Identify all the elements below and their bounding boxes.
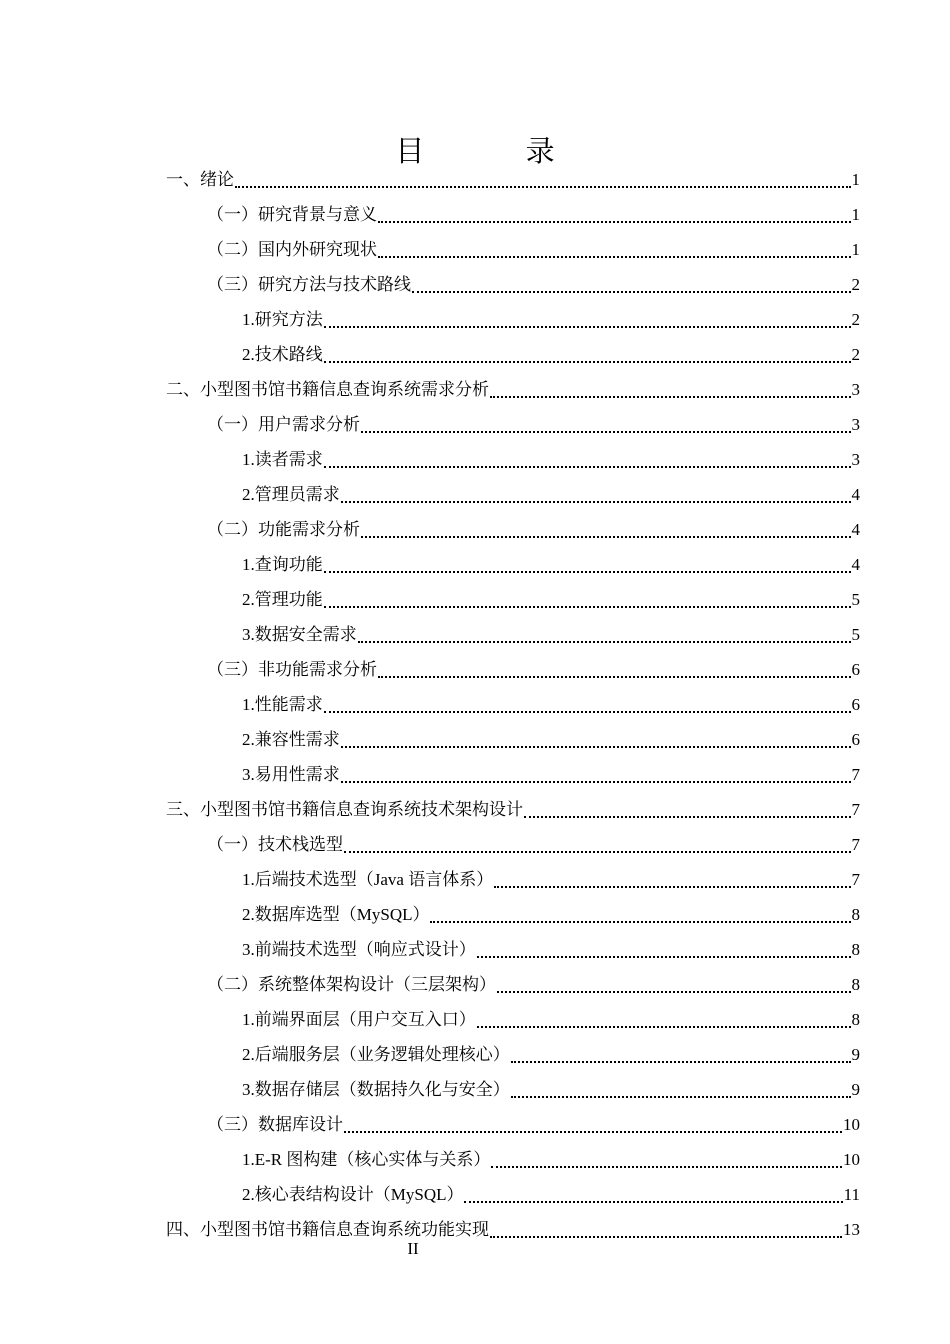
- toc-entry-page-number: 9: [851, 1080, 860, 1099]
- dot-leader: [477, 956, 851, 958]
- toc-entry[interactable]: [207, 647, 860, 682]
- toc-entry-page-number: 13: [843, 1220, 860, 1239]
- toc-entry-title: 1.后端技术选型（Java 语言体系）: [242, 870, 494, 889]
- dot-leader: [490, 396, 851, 398]
- toc-entry[interactable]: [242, 612, 860, 647]
- toc-entry[interactable]: [166, 367, 860, 402]
- toc-entry-page-number: 3: [851, 450, 860, 469]
- toc-entry-title: （一）用户需求分析: [207, 415, 360, 434]
- dot-leader: [324, 361, 851, 363]
- toc-entry[interactable]: [207, 192, 860, 227]
- dot-leader: [511, 1096, 851, 1098]
- dot-leader: [341, 781, 851, 783]
- dot-leader: [490, 1236, 842, 1238]
- toc-entry[interactable]: [242, 472, 860, 507]
- toc-entry-page-number: 4: [851, 520, 860, 539]
- toc-entry-page-number: 5: [851, 590, 860, 609]
- toc-entry-title: 2.管理员需求: [242, 485, 340, 504]
- toc-entry-page-number: 2: [851, 310, 860, 329]
- toc-entry-page-number: 8: [851, 905, 860, 924]
- toc-entry[interactable]: [242, 892, 860, 927]
- toc-entry-page-number: 2: [851, 275, 860, 294]
- dot-leader: [378, 256, 851, 258]
- toc-entry-title: （三）数据库设计: [207, 1115, 343, 1134]
- dot-leader: [341, 746, 851, 748]
- toc-entry-title: 2.数据库选型（MySQL）: [242, 905, 430, 924]
- dot-leader: [430, 921, 850, 923]
- toc-entry-title: 2.兼容性需求: [242, 730, 340, 749]
- toc-entry-title: （一）技术栈选型: [207, 835, 343, 854]
- toc-entry-title: 1.读者需求: [242, 450, 323, 469]
- toc-entry[interactable]: [242, 1137, 860, 1172]
- toc-entry-page-number: 11: [843, 1185, 860, 1204]
- toc-entry[interactable]: [242, 682, 860, 717]
- toc-entry-page-number: 1: [851, 240, 860, 259]
- toc-entry-page-number: 8: [851, 975, 860, 994]
- dot-leader: [324, 606, 851, 608]
- dot-leader: [464, 1201, 842, 1203]
- toc-entry[interactable]: [207, 962, 860, 997]
- toc-title: 目 录: [395, 134, 601, 169]
- toc-entry-title: 三、小型图书馆书籍信息查询系统技术架构设计: [166, 800, 523, 819]
- toc-entry-title: 1.前端界面层（用户交互入口）: [242, 1010, 476, 1029]
- page-number-footer: II: [407, 1239, 419, 1258]
- toc-entry-title: 2.管理功能: [242, 590, 323, 609]
- toc-entry-page-number: 7: [851, 835, 860, 854]
- toc-entry-page-number: 8: [851, 1010, 860, 1029]
- toc-entry-title: 2.技术路线: [242, 345, 323, 364]
- toc-entry[interactable]: [207, 1102, 860, 1137]
- toc-entry[interactable]: [207, 402, 860, 437]
- toc-entry-title: 3.数据安全需求: [242, 625, 357, 644]
- toc-entry-page-number: 5: [851, 625, 860, 644]
- dot-leader: [497, 991, 851, 993]
- toc-entry-title: 1.研究方法: [242, 310, 323, 329]
- toc-entry[interactable]: [242, 717, 860, 752]
- toc-entry-page-number: 6: [851, 695, 860, 714]
- toc-entry[interactable]: [242, 297, 860, 332]
- toc-entry[interactable]: [207, 822, 860, 857]
- toc-entry[interactable]: [166, 157, 860, 192]
- toc-entry-page-number: 10: [843, 1115, 860, 1134]
- toc-entry-title: （三）非功能需求分析: [207, 660, 377, 679]
- dot-leader: [494, 886, 850, 888]
- toc-entry-title: 1.性能需求: [242, 695, 323, 714]
- toc-entry[interactable]: [242, 752, 860, 787]
- toc-entry[interactable]: [242, 577, 860, 612]
- dot-leader: [324, 466, 851, 468]
- toc-entry-page-number: 7: [851, 800, 860, 819]
- toc-entry-page-number: 1: [851, 205, 860, 224]
- toc-entry-page-number: 3: [851, 380, 860, 399]
- dot-leader: [341, 501, 851, 503]
- toc-entry-title: （二）功能需求分析: [207, 520, 360, 539]
- toc-entry[interactable]: [242, 927, 860, 962]
- toc-entry-page-number: 3: [851, 415, 860, 434]
- dot-leader: [378, 676, 851, 678]
- toc-entry[interactable]: [166, 787, 860, 822]
- toc-entry[interactable]: [207, 507, 860, 542]
- dot-leader: [324, 326, 851, 328]
- toc-entry[interactable]: [166, 1207, 860, 1242]
- dot-leader: [378, 221, 851, 223]
- toc-entry-title: 3.前端技术选型（响应式设计）: [242, 940, 476, 959]
- dot-leader: [344, 851, 851, 853]
- dot-leader: [412, 291, 851, 293]
- toc-entry-page-number: 10: [843, 1150, 860, 1169]
- toc-entry[interactable]: [242, 542, 860, 577]
- toc-entry-page-number: 4: [851, 485, 860, 504]
- toc-entry[interactable]: [242, 437, 860, 472]
- toc-entry-title: 1.E-R 图构建（核心实体与关系）: [242, 1150, 491, 1169]
- dot-leader: [344, 1131, 842, 1133]
- dot-leader: [511, 1061, 851, 1063]
- toc-entry[interactable]: [242, 997, 860, 1032]
- dot-leader: [324, 711, 851, 713]
- dot-leader: [235, 186, 851, 188]
- toc-entry-title: （一）研究背景与意义: [207, 205, 377, 224]
- toc-entry-title: （二）系统整体架构设计（三层架构）: [207, 975, 496, 994]
- dot-leader: [361, 536, 851, 538]
- toc-entry-title: 3.数据存储层（数据持久化与安全）: [242, 1080, 510, 1099]
- dot-leader: [358, 641, 851, 643]
- toc-entry-title: 二、小型图书馆书籍信息查询系统需求分析: [166, 380, 489, 399]
- toc-entry[interactable]: [242, 857, 860, 892]
- dot-leader: [491, 1166, 842, 1168]
- toc-entry-title: 四、小型图书馆书籍信息查询系统功能实现: [166, 1220, 489, 1239]
- toc-entry[interactable]: [242, 1032, 860, 1067]
- toc-entry-page-number: 2: [851, 345, 860, 364]
- toc-entry-title: 2.核心表结构设计（MySQL）: [242, 1185, 464, 1204]
- toc-entry-title: 一、绪论: [166, 170, 234, 189]
- toc-entry[interactable]: [207, 262, 860, 297]
- toc-entry-title: （二）国内外研究现状: [207, 240, 377, 259]
- toc-entry-page-number: 9: [851, 1045, 860, 1064]
- toc-entry-title: （三）研究方法与技术路线: [207, 275, 411, 294]
- toc-entry[interactable]: [242, 332, 860, 367]
- toc-entry[interactable]: [242, 1067, 860, 1102]
- toc-entry-title: 2.后端服务层（业务逻辑处理核心）: [242, 1045, 510, 1064]
- toc-entry[interactable]: [207, 227, 860, 262]
- dot-leader: [477, 1026, 851, 1028]
- toc-entry-page-number: 6: [851, 730, 860, 749]
- toc-entry-page-number: 4: [851, 555, 860, 574]
- toc-entry-title: 3.易用性需求: [242, 765, 340, 784]
- toc-entry-page-number: 6: [851, 660, 860, 679]
- toc-entry-title: 1.查询功能: [242, 555, 323, 574]
- toc-entry-page-number: 8: [851, 940, 860, 959]
- toc-entry-page-number: 7: [851, 870, 860, 889]
- dot-leader: [361, 431, 851, 433]
- dot-leader: [324, 571, 851, 573]
- toc-entry-page-number: 7: [851, 765, 860, 784]
- toc-entry[interactable]: [242, 1172, 860, 1207]
- toc-entry-page-number: 1: [851, 170, 860, 189]
- dot-leader: [524, 816, 851, 818]
